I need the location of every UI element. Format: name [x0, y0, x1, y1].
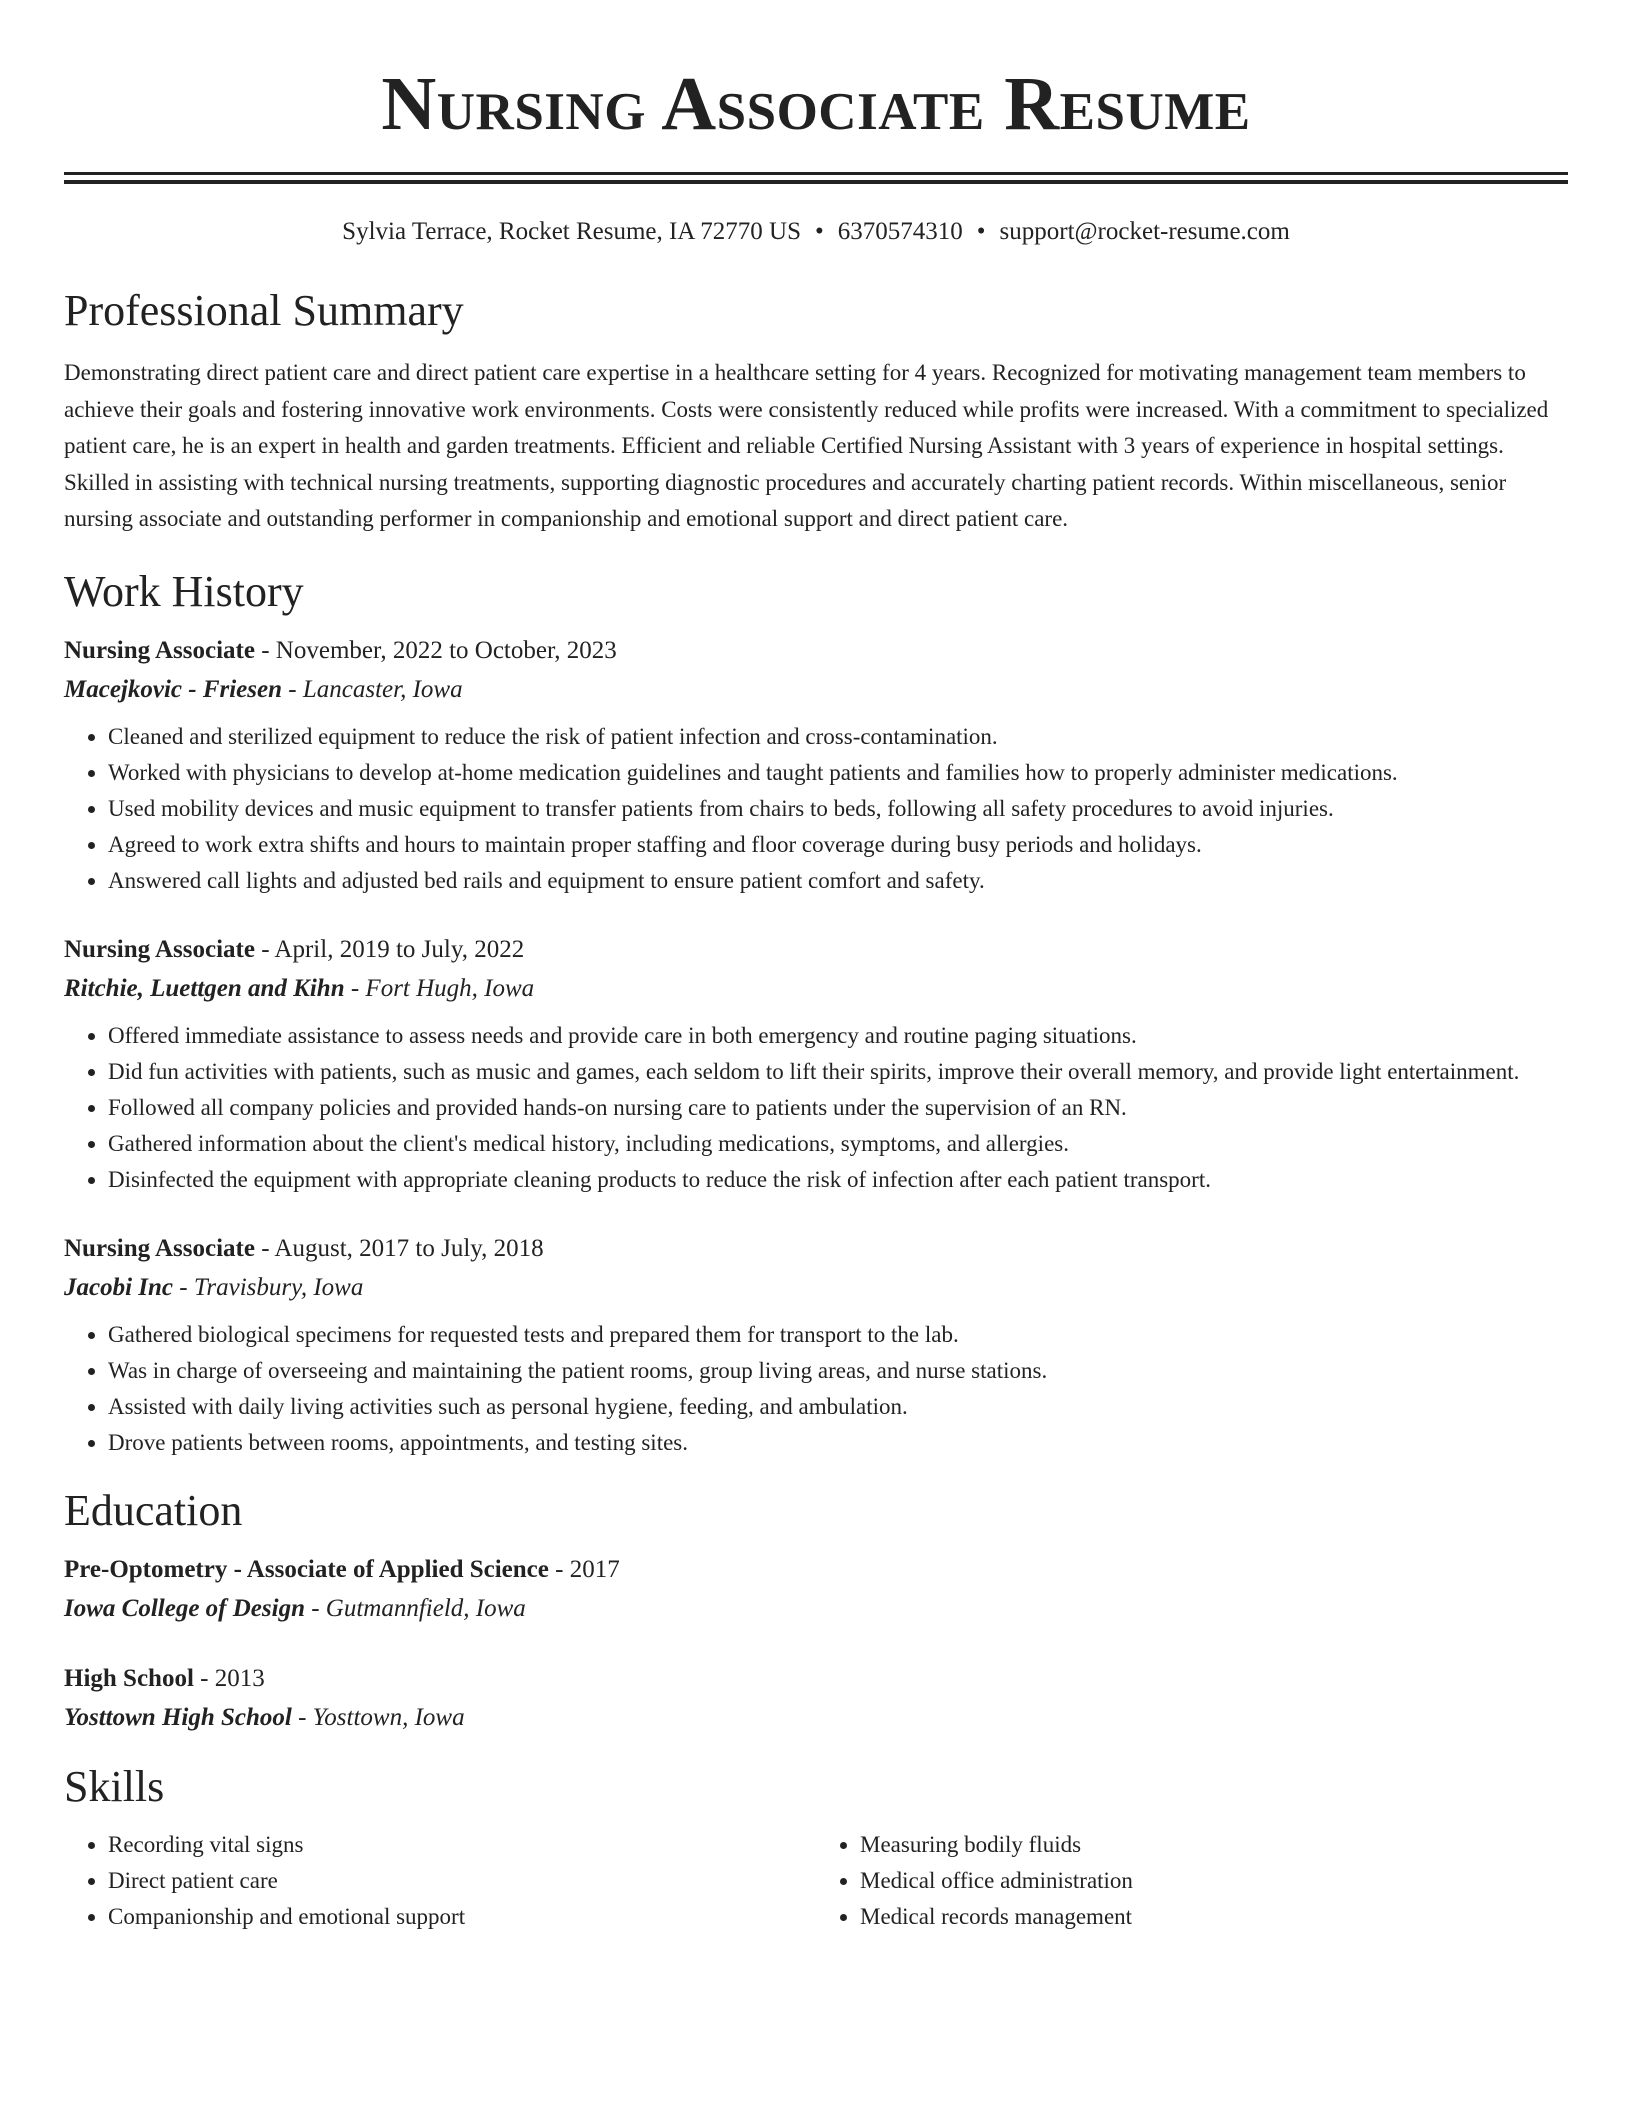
job-title-line	[64, 636, 1568, 666]
school-line	[64, 1703, 1568, 1733]
education-entry	[64, 1664, 1568, 1733]
job-title: Nursing Associate	[64, 935, 255, 963]
skill-item: • Recording vital signs	[108, 1827, 816, 1863]
job-dates: - April, 2019 to July, 2022	[254, 935, 525, 963]
skill-item: • Medical office administration	[860, 1863, 1568, 1899]
degree-name: Pre-Optometry - Associate of Applied Science	[64, 1555, 549, 1583]
job-list	[64, 636, 1568, 1461]
resume-title: Nursing Associate Resume	[381, 62, 1251, 146]
skills-column-left	[64, 1827, 816, 1935]
employer-location: - Lancaster, Iowa	[282, 675, 463, 703]
work-history-heading: Work History	[64, 566, 304, 616]
skill-item: • Measuring bodily fluids	[860, 1827, 1568, 1863]
degree-year: - 2013	[193, 1664, 265, 1692]
skill-item: • Companionship and emotional support	[108, 1899, 816, 1935]
degree-name: High School	[64, 1664, 194, 1692]
employer-name: Jacobi Inc	[64, 1273, 174, 1301]
job-bullet: • Gathered information about the client's medical history, including medications, symptoms, and allergies.	[108, 1126, 1568, 1162]
job-bullet: • Did fun activities with patients, such as music and games, each seldom to lift their spirits, improve their overall memory, and provide light entertainment.	[108, 1054, 1568, 1090]
skills-column-right	[816, 1827, 1568, 1935]
job-bullet: • Agreed to work extra shifts and hours to maintain proper staffing and floor coverage during busy periods and holidays.	[108, 827, 1568, 863]
job-dates: - November, 2022 to October, 2023	[254, 636, 617, 664]
job-bullet: • Cleaned and sterilized equipment to reduce the risk of patient infection and cross-contamination.	[108, 719, 1568, 755]
employer-line	[64, 1273, 1568, 1303]
job-bullets	[64, 1018, 1568, 1198]
contact-line	[64, 217, 1568, 247]
contact-address: Sylvia Terrace, Rocket Resume, IA 72770 US	[342, 218, 801, 245]
skills-grid	[64, 1827, 1568, 1935]
job-entry	[64, 935, 1568, 1198]
education-entry	[64, 1555, 1568, 1624]
school-location: - Yosttown, Iowa	[291, 1703, 465, 1731]
degree-year: - 2017	[548, 1555, 620, 1583]
school-name: Iowa College of Design	[64, 1594, 305, 1622]
job-bullet: • Assisted with daily living activities such as personal hygiene, feeding, and ambulation.	[108, 1389, 1568, 1425]
summary-text: Demonstrating direct patient care and direct patient care expertise in a healthcare setting for 4 years. Recognized for motivating management team members to achieve their goals and fostering innovative work environments. Costs were consistently reduced while profits were increased. With a commitment to specialized patient care, he is an expert in health and garden treatments. Efficient and reliable Certified Nursing Assistant with 3 years of experience in hospital settings. Skilled in assisting with technical nursing treatments, supporting diagnostic procedures and accurately charting patient records. Within miscellaneous, senior nursing associate and outstanding performer in companionship and emotional support and direct patient care.	[64, 360, 1549, 531]
job-bullet: • Was in charge of overseeing and maintaining the patient rooms, group living areas, and nurse stations.	[108, 1353, 1568, 1389]
education-heading: Education	[64, 1485, 243, 1535]
skill-item: • Direct patient care	[108, 1863, 816, 1899]
job-bullet: • Worked with physicians to develop at-home medication guidelines and taught patients and families how to properly administer medications.	[108, 755, 1568, 791]
degree-line	[64, 1555, 1568, 1585]
employer-line	[64, 974, 1568, 1004]
job-bullets	[64, 719, 1568, 899]
job-title: Nursing Associate	[64, 1234, 255, 1262]
degree-line	[64, 1664, 1568, 1694]
education-list	[64, 1555, 1568, 1733]
contact-email: support@rocket-resume.com	[999, 218, 1290, 245]
resume-page	[64, 0, 1568, 1935]
employer-name: Macejkovic - Friesen	[64, 675, 283, 703]
school-line	[64, 1594, 1568, 1624]
school-name: Yosttown High School	[64, 1703, 292, 1731]
job-entry	[64, 1234, 1568, 1461]
job-bullets	[64, 1317, 1568, 1461]
job-bullet: • Followed all company policies and provided hands-on nursing care to patients under the supervision of an RN.	[108, 1090, 1568, 1126]
job-bullet: • Gathered biological specimens for requested tests and prepared them for transport to the lab.	[108, 1317, 1568, 1353]
job-title-line	[64, 935, 1568, 965]
contact-phone: 6370574310	[837, 218, 963, 245]
skill-item: • Medical records management	[860, 1899, 1568, 1935]
employer-line	[64, 675, 1568, 705]
employer-location: - Travisbury, Iowa	[173, 1273, 364, 1301]
job-bullet: • Offered immediate assistance to assess needs and provide care in both emergency and routine paging situations.	[108, 1018, 1568, 1054]
job-bullet: • Answered call lights and adjusted bed rails and equipment to ensure patient comfort and safety.	[108, 863, 1568, 899]
school-location: - Gutmannfield, Iowa	[304, 1594, 526, 1622]
bullet-separator: •	[815, 218, 824, 245]
employer-location: - Fort Hugh, Iowa	[344, 974, 535, 1002]
summary-heading: Professional Summary	[64, 286, 464, 335]
skills-heading: Skills	[64, 1761, 165, 1811]
employer-name: Ritchie, Luettgen and Kihn	[64, 974, 345, 1002]
job-entry	[64, 636, 1568, 899]
job-bullet: • Drove patients between rooms, appointments, and testing sites.	[108, 1425, 1568, 1461]
bullet-separator: •	[976, 218, 986, 245]
job-dates: - August, 2017 to July, 2018	[254, 1234, 544, 1262]
job-bullet: • Used mobility devices and music equipment to transfer patients from chairs to beds, following all safety procedures to avoid injuries.	[108, 791, 1568, 827]
job-bullet: • Disinfected the equipment with appropriate cleaning products to reduce the risk of infection after each patient transport.	[108, 1162, 1568, 1198]
title-divider	[64, 172, 1568, 184]
job-title: Nursing Associate	[64, 636, 255, 664]
job-title-line	[64, 1234, 1568, 1264]
